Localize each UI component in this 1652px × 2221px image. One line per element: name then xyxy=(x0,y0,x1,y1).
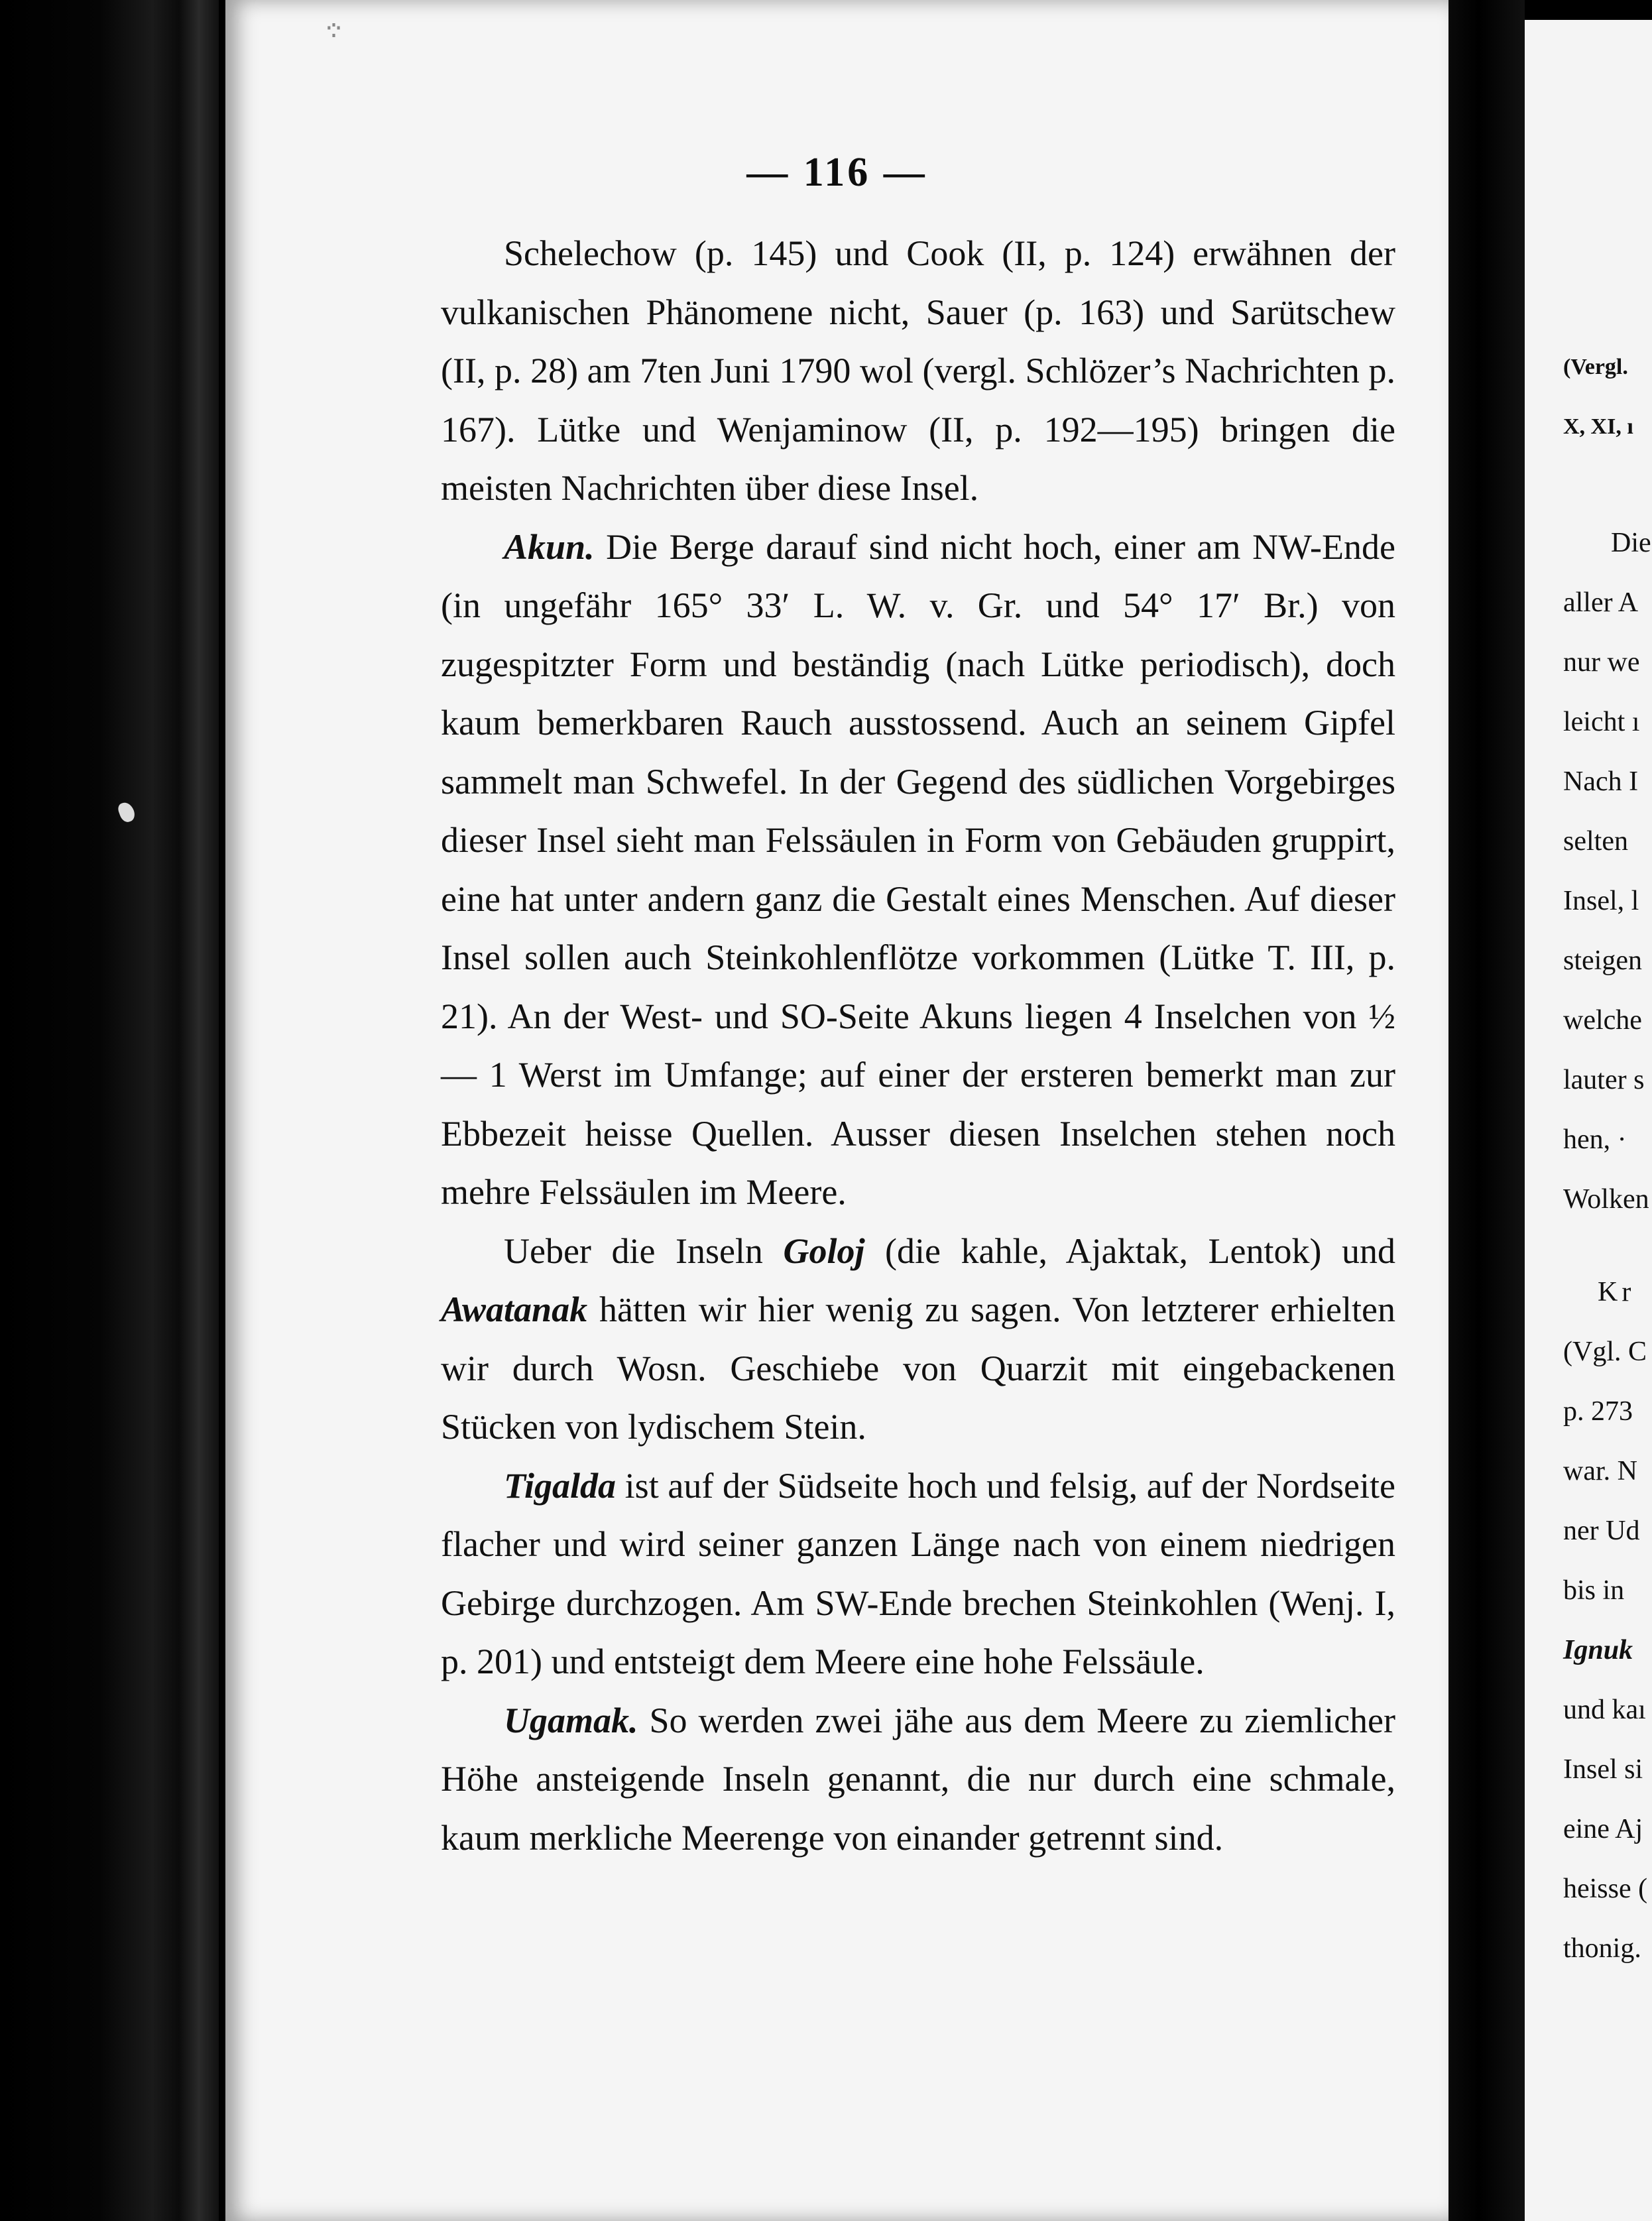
next-page-line: Insel, l xyxy=(1563,886,1639,916)
next-page-line: selten xyxy=(1563,826,1628,857)
next-page-line: und kaı xyxy=(1563,1695,1646,1725)
next-page-line: bis in xyxy=(1563,1575,1625,1606)
next-page-line: Die xyxy=(1611,528,1651,558)
paragraph-akun xyxy=(441,518,1395,1222)
paragraph-goloj-awatanak xyxy=(441,1222,1395,1457)
next-page-line: (Vgl. C xyxy=(1563,1337,1647,1367)
next-page-line: ner Ud xyxy=(1563,1516,1640,1546)
paragraph-text: Schelechow (p. 145) und Cook (II, p. 124) erwähnen der vulkanischen Phänomene nicht, Sauer (p. 163) und Sarütschew (II, p. 28) am 7ten Juni 1790 wol (vergl. Schlözer’s Nachrichten p. 167). Lütke und Wenjaminow (II, p. 192—195) bringen die meisten Nachrichten über diese Insel. xyxy=(441,233,1395,508)
next-page-line: thonig. xyxy=(1563,1933,1641,1964)
next-page-line: Wolken xyxy=(1563,1184,1649,1215)
next-page-line: Ignuk xyxy=(1563,1635,1633,1665)
island-heading-awatanak: Awatanak xyxy=(441,1290,588,1329)
paragraph-text: ist auf der Südseite hoch und felsig, auf der Nordseite flacher und wird seiner ganzen Länge nach von einem niedrigen Gebirge durchzogen. Am SW-Ende brechen Steinkohlen (Wenj. I, p. 201) und entsteigt dem Meere eine hohe Felssäule. xyxy=(441,1465,1395,1681)
next-page-line: Nach I xyxy=(1563,766,1639,797)
paragraph-tigalda xyxy=(441,1457,1395,1691)
next-page-line: welche xyxy=(1563,1005,1642,1036)
paragraph-text: So werden zwei jähe aus dem Meere zu ziemlicher Höhe ansteigende Inseln genannt, die nur durch eine schmale, kaum merkliche Meerenge von einander getrennt sind. xyxy=(441,1700,1395,1858)
next-page-line: p. 273 xyxy=(1563,1396,1633,1427)
next-page-line: Kr xyxy=(1598,1277,1635,1307)
paragraph-schelechow xyxy=(441,224,1395,518)
paragraph-text-pre: Ueber die Inseln xyxy=(504,1231,784,1271)
paragraph-text-mid: (die kahle, Ajaktak, Lentok) und xyxy=(864,1231,1395,1271)
paragraph-ugamak xyxy=(441,1691,1395,1868)
next-page-line: war. N xyxy=(1563,1456,1637,1486)
island-heading-akun: Akun. xyxy=(504,526,595,567)
next-page-line: heisse ( xyxy=(1563,1874,1648,1904)
adjacent-page-cropped xyxy=(1525,20,1652,2221)
next-page-line: (Vergl. xyxy=(1563,355,1628,379)
book-spine xyxy=(0,0,219,2221)
next-page-line: lauter s xyxy=(1563,1065,1645,1095)
next-page-line: steigen xyxy=(1563,945,1642,976)
next-page-line: Insel si xyxy=(1563,1754,1643,1785)
next-page-line: X, XI, ı xyxy=(1563,414,1633,439)
page-gutter xyxy=(1448,0,1525,2221)
island-heading-goloj: Goloj xyxy=(783,1231,865,1271)
next-page-line: aller A xyxy=(1563,587,1639,618)
page-number: — 116 — xyxy=(746,150,927,195)
ink-smudge: ·:· xyxy=(325,13,339,44)
paragraph-text: Die Berge darauf sind nicht hoch, einer am NW-Ende (in ungefähr 165° 33′ L. W. v. Gr. und 54° 17′ Br.) von zugespitzter Form und beständig (nach Lütke periodisch), doch kaum bemerkbaren Rauch ausstossend. Auch an seinem Gipfel sammelt man Schwefel. In der Gegend des südlichen Vorgebirges dieser Insel sieht man Felssäulen in Form von Gebäuden gruppirt, eine hat unter andern ganz die Gestalt eines Menschen. Auf dieser Insel sollen auch Steinkohlenflötze vorkommen (Lütke T. III, p. 21). An der West- und SO-Seite Akuns liegen 4 Inselchen von ½ — 1 Werst im Umfange; auf einer der ersteren bemerkt man zur Ebbezeit heisse Quellen. Ausser diesen Inselchen stehen noch mehre Felssäulen im Meere. xyxy=(441,526,1395,1212)
island-heading-ugamak: Ugamak. xyxy=(504,1700,638,1740)
next-page-line: eine Aj xyxy=(1563,1814,1643,1844)
next-page-line: hen, · xyxy=(1563,1124,1627,1155)
page-body-text xyxy=(441,224,1395,1867)
next-page-line: nur we xyxy=(1563,647,1640,678)
island-heading-tigalda: Tigalda xyxy=(504,1465,616,1506)
spine-blemish xyxy=(117,800,137,824)
next-page-line: leicht ı xyxy=(1563,707,1640,737)
book-page-116 xyxy=(225,0,1448,2221)
paragraph-text: hätten wir hier wenig zu sagen. Von letzterer erhielten wir durch Wosn. Geschiebe von Quarzit mit eingebackenen Stücken von lydischem Stein. xyxy=(441,1290,1395,1447)
